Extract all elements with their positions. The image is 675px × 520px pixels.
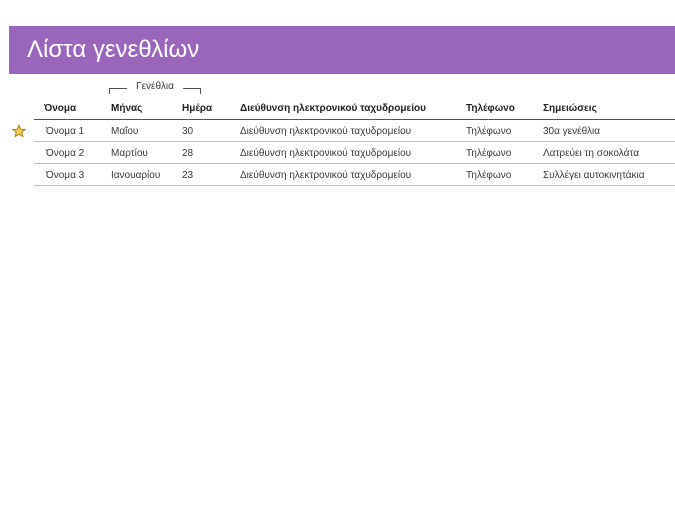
- cell-name[interactable]: Όνομα 2: [46, 148, 85, 159]
- star-icon: [12, 124, 26, 138]
- birthday-group-header: [109, 81, 201, 94]
- cell-phone[interactable]: Τηλέφωνο: [466, 170, 512, 181]
- cell-month[interactable]: Ιανουαρίου: [111, 170, 161, 181]
- cell-email[interactable]: Διεύθυνση ηλεκτρονικού ταχυδρομείου: [240, 148, 412, 159]
- title-bar: [9, 26, 675, 74]
- cell-phone[interactable]: Τηλέφωνο: [466, 148, 512, 159]
- cell-phone[interactable]: Τηλέφωνο: [466, 126, 512, 137]
- cell-month[interactable]: Μαΐου: [111, 126, 139, 137]
- cell-email[interactable]: Διεύθυνση ηλεκτρονικού ταχυδρομείου: [240, 126, 412, 137]
- table-row[interactable]: [0, 120, 675, 142]
- cell-notes[interactable]: 30α γενέθλια: [543, 126, 600, 137]
- column-header-day[interactable]: Ημέρα: [182, 103, 213, 114]
- cell-month[interactable]: Μαρτίου: [111, 148, 148, 159]
- column-header-email[interactable]: Διεύθυνση ηλεκτρονικού ταχυδρομείου: [240, 103, 426, 114]
- cell-notes[interactable]: Λατρεύει τη σοκολάτα: [543, 148, 639, 159]
- column-header-notes[interactable]: Σημειώσεις: [543, 103, 597, 114]
- column-header-month[interactable]: Μήνας: [111, 103, 143, 114]
- cell-day[interactable]: 28: [182, 148, 194, 159]
- cell-name[interactable]: Όνομα 3: [46, 170, 85, 181]
- table-row[interactable]: [0, 164, 675, 186]
- column-header-name[interactable]: Όνομα: [44, 103, 77, 114]
- row-divider: [34, 185, 675, 186]
- column-header-phone[interactable]: Τηλέφωνο: [466, 103, 515, 114]
- cell-day[interactable]: 23: [182, 170, 194, 181]
- group-label: Γενέθλια: [136, 81, 174, 92]
- cell-name[interactable]: Όνομα 1: [46, 126, 85, 137]
- page-title: Λίστα γενεθλίων: [27, 36, 200, 63]
- cell-notes[interactable]: Συλλέγει αυτοκινητάκια: [543, 170, 645, 181]
- table-row[interactable]: [0, 142, 675, 164]
- cell-day[interactable]: 30: [182, 126, 194, 137]
- cell-email[interactable]: Διεύθυνση ηλεκτρονικού ταχυδρομείου: [240, 170, 412, 181]
